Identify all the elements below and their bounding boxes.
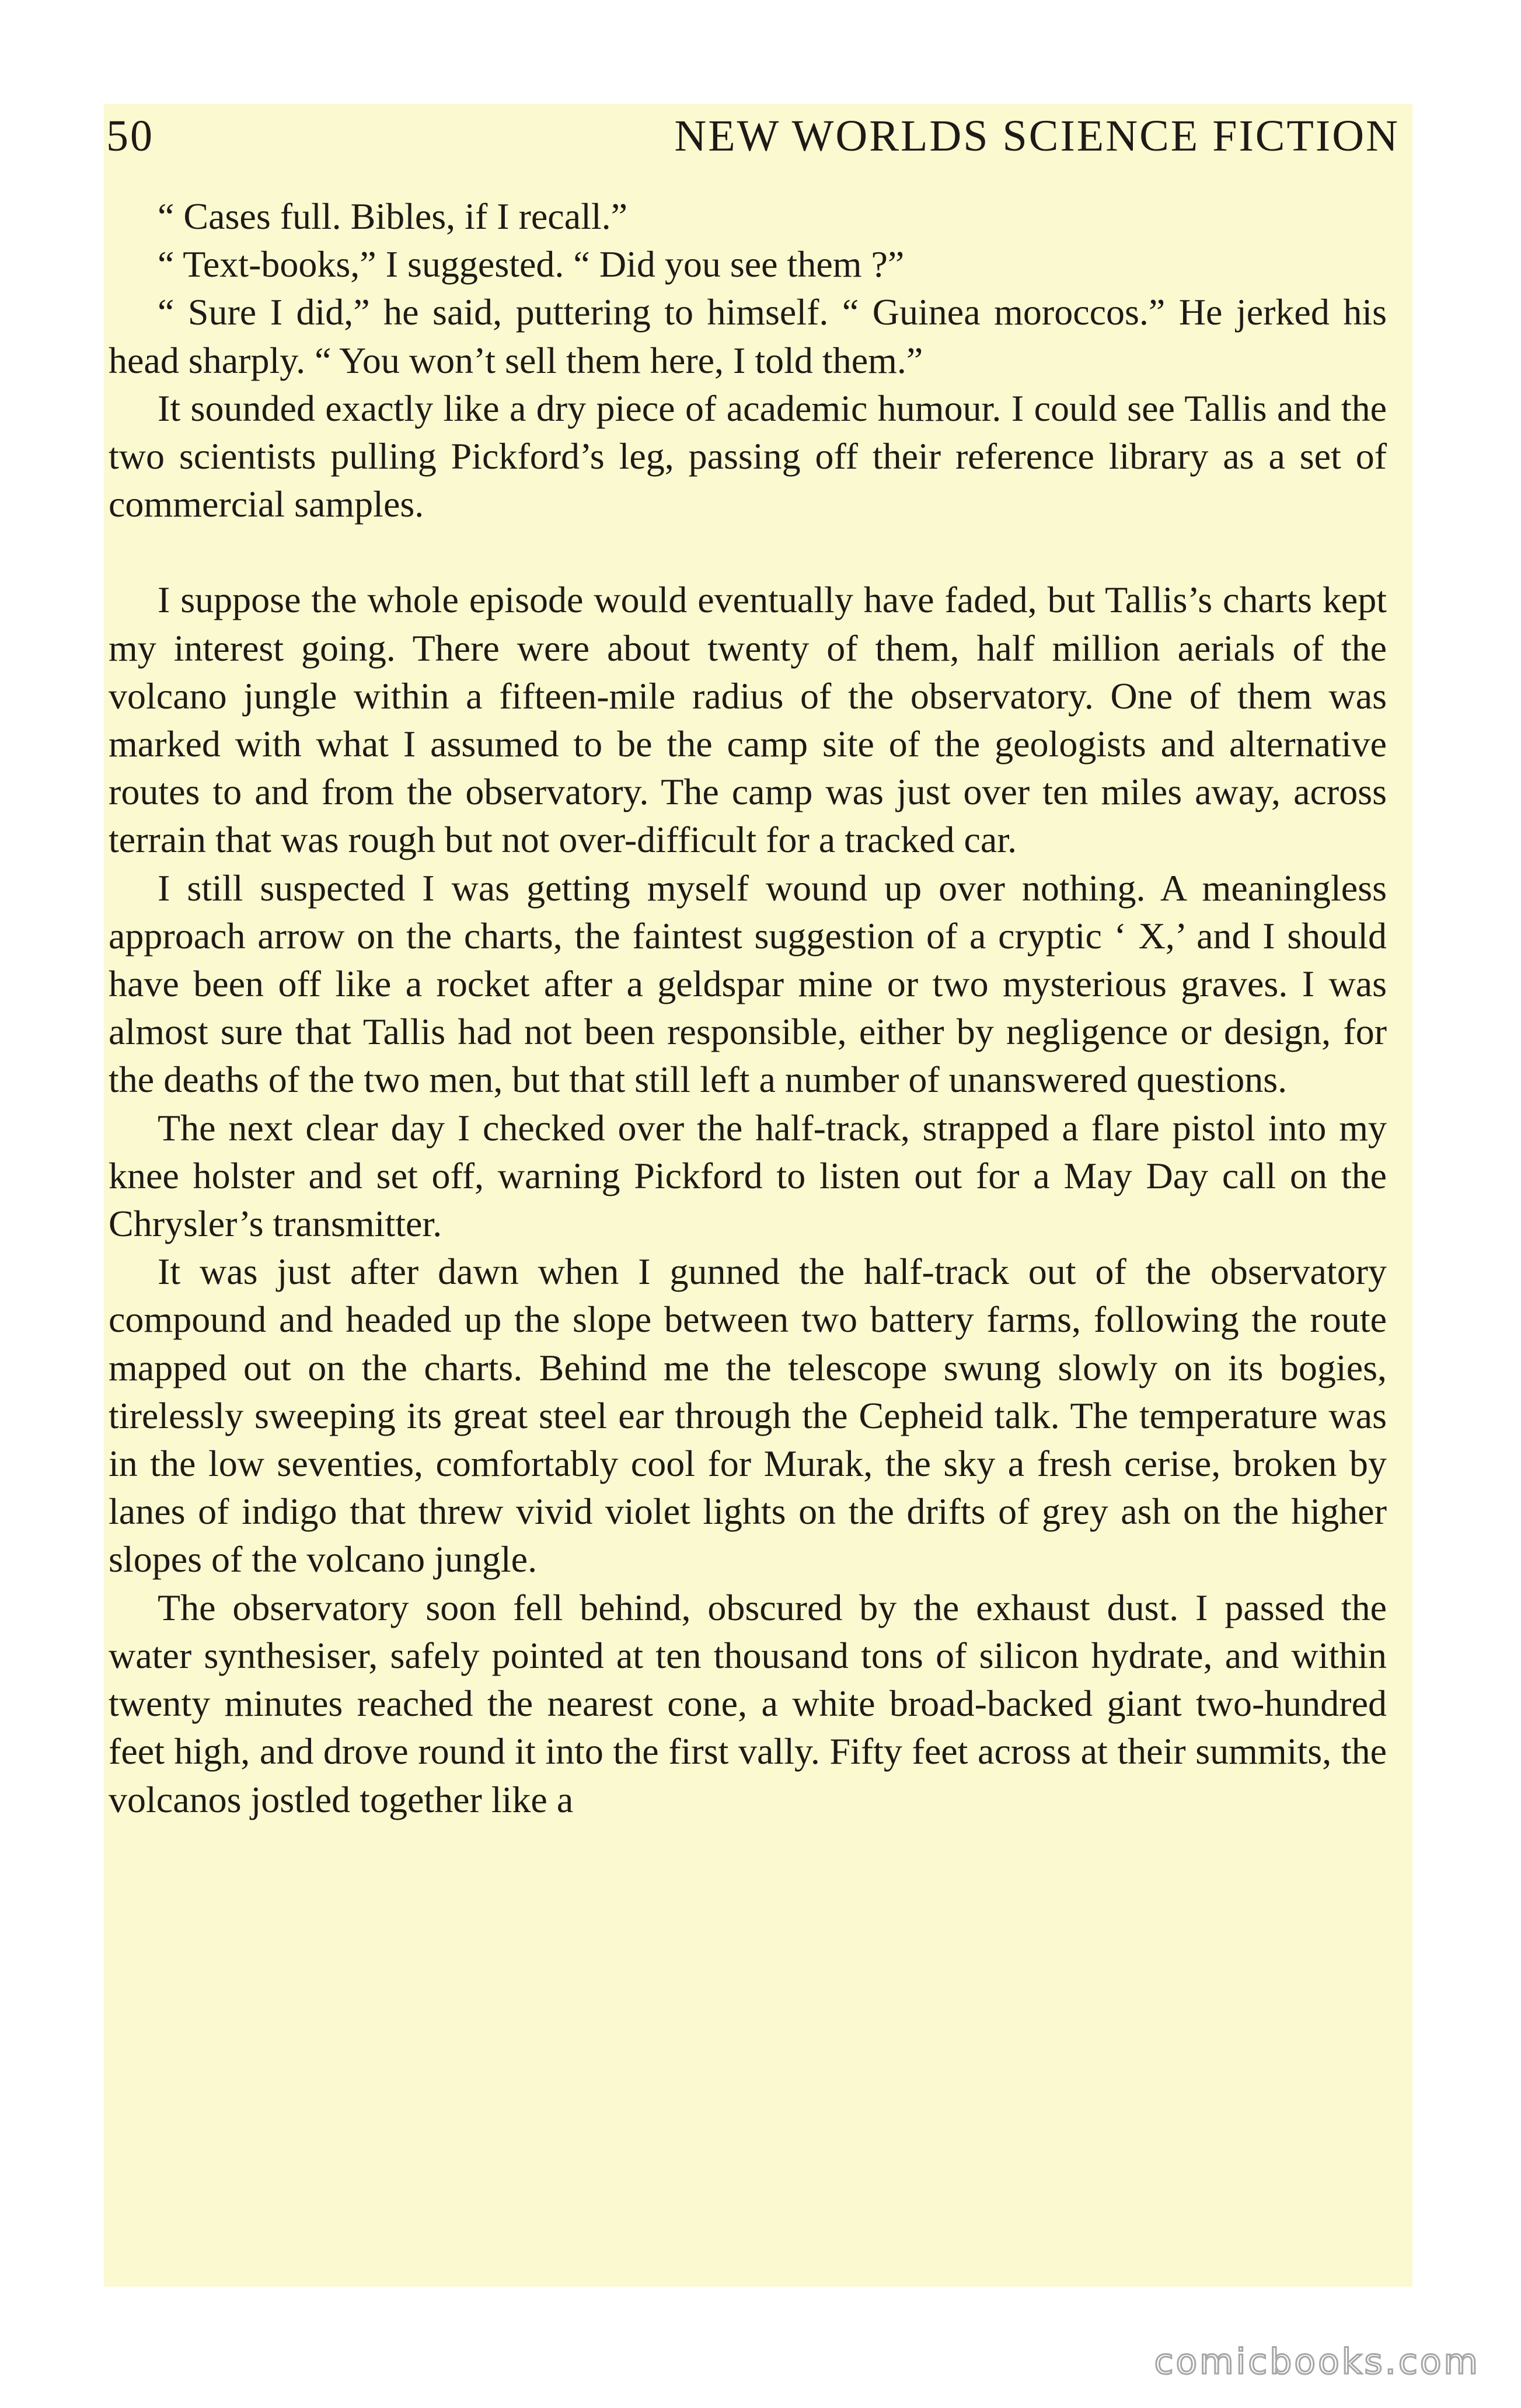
paragraph-suspicion: I still suspected I was getting myself wound up over nothing. A meaningless approach arrow on the charts, the faintest suggestion of a cryptic ‘ X,’ and I should have been off like a rocket after a geldspar mine or two mysterious graves. I was almost sure that Tallis had not been responsible, either by negligence or design, for the deaths of the two men, but that still left a number of unanswered questions.	[109, 867, 1387, 1101]
paragraph-section-start: I suppose the whole episode would eventually have faded, but Tallis’s charts kept my interest going. There were about twenty of them, half million aerials of the volcano jungle within a fifteen-mile radius of the observatory. One of them was marked with what I assumed to be the camp site of the geologists and alternative routes to and from the observatory. The camp was just over ten miles away, across terrain that was rough but not over-difficult for a tracked car.	[109, 579, 1387, 861]
paragraph-dialogue-3: “ Sure I did,” he said, puttering to himself. “ Guinea moroccos.” He jerked his head sharply. “ You won’t sell them here, I told them.”	[109, 291, 1387, 381]
paragraph-dialogue-2: “ Text-books,” I suggested. “ Did you see them ?”	[158, 243, 905, 285]
paragraph-narration-humour: It sounded exactly like a dry piece of academic humour. I could see Tallis and the two scientists pulling Pickford’s leg, passing off their reference library as a set of commercial samples.	[109, 387, 1387, 525]
page-number: 50	[106, 111, 154, 160]
paragraph-dialogue-1: “ Cases full. Bibles, if I recall.”	[158, 196, 628, 237]
running-title: NEW WORLDS SCIENCE FICTION	[674, 111, 1400, 160]
paragraph-departure: The next clear day I checked over the half-track, strapped a flare pistol into my knee holster and set off, warning Pickford to listen out for a May Day call on the Chrysler’s transmitter.	[109, 1107, 1387, 1245]
running-head	[104, 104, 1412, 168]
paragraph-dawn-drive: It was just after dawn when I gunned the half-track out of the observatory compound and headed up the slope between two battery farms, following the route mapped out on the charts. Behind me the telescope swung slowly on its bogies, tirelessly sweeping its great steel ear through the Cepheid talk. The temperature was in the low seventies, comfortably cool for Murak, the sky a fresh cerise, broken by lanes of indigo that threw vivid violet lights on the drifts of grey ash on the higher slopes of the volcano jungle.	[109, 1251, 1387, 1580]
paragraph-volcano-valley: The observatory soon fell behind, obscured by the exhaust dust. I passed the water synthesiser, safely pointed at ten thousand tons of silicon hydrate, and within twenty minutes reached the nearest cone, a white broad-backed giant two-hundred feet high, and drove round it into the first vally. Fifty feet across at their summits, the volcanos jostled together like a	[109, 1586, 1387, 1820]
watermark: comicbooks.com	[1154, 2341, 1480, 2382]
story-text	[109, 193, 1387, 1824]
